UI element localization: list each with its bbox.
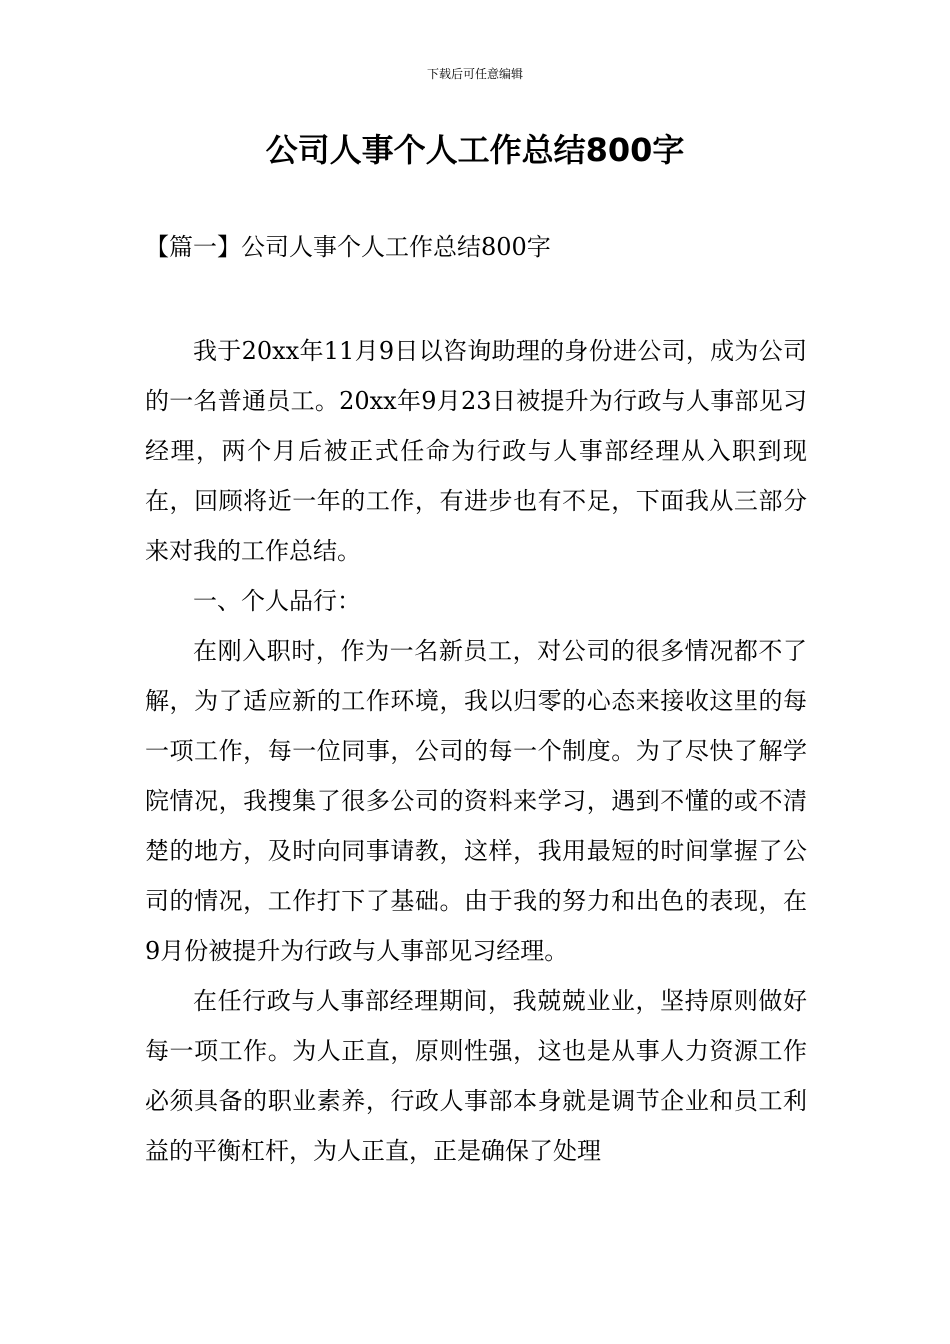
paragraph-intro: 我于20xx年11月9日以咨询助理的身份进公司，成为公司的一名普通员工。20xx年9月23日被提升为行政与人事部见习经理，两个月后被正式任命为行政与人事部经理从入职到现在，回顾将近一年的工作，有进步也有不足，下面我从三部分来对我的工作总结。 (145, 337, 807, 565)
section-heading: 【篇一】公司人事个人工作总结800字 (145, 233, 551, 261)
paragraph-manager-role: 在任行政与人事部经理期间，我兢兢业业，坚持原则做好每一项工作。为人正直，原则性强，这也是从事人力资源工作必须具备的职业素养，行政人事部本身就是调节企业和员工利益的平衡杠杆，为人正直，正是确保了处理 (145, 987, 807, 1165)
paragraph-section-1-heading: 一、个人品行： (193, 587, 361, 615)
header-note: 下载后可任意编辑 (426, 67, 523, 81)
document-title: 公司人事个人工作总结800字 (265, 131, 685, 169)
paragraph-onboarding: 在刚入职时，作为一名新员工，对公司的很多情况都不了解，为了适应新的工作环境，我以归零的心态来接收这里的每一项工作，每一位同事，公司的每一个制度。为了尽快了解学院情况，我搜集了很多公司的资料来学习，遇到不懂的或不清楚的地方，及时向同事请教，这样，我用最短的时间掌握了公司的情况，工作打下了基础。由于我的努力和出色的表现，在9月份被提升为行政与人事部见习经理。 (145, 637, 807, 965)
document-body (145, 326, 807, 1176)
